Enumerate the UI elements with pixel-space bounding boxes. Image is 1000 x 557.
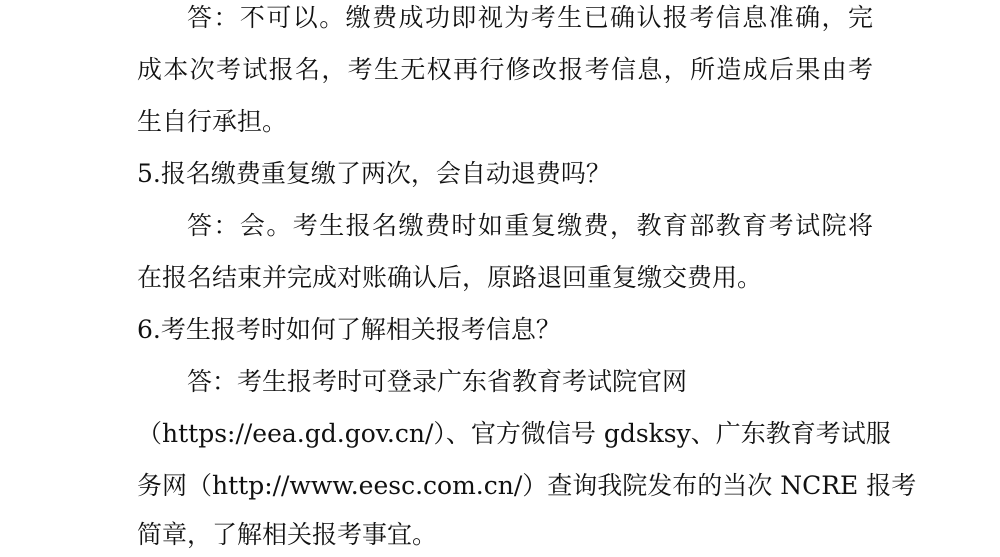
answer-6-text-4: 简章，了解相关报考事宜。 xyxy=(137,520,438,549)
answer-4-line-3 xyxy=(0,102,1000,142)
answer-5-line-2 xyxy=(0,258,1000,298)
answer-5-text-2: 在报名结束并完成对账确认后，原路退回重复缴交费用。 xyxy=(137,263,763,292)
question-6 xyxy=(0,310,1000,350)
answer-6-line-2 xyxy=(0,414,1000,454)
answer-5-line-1 xyxy=(0,206,1000,246)
answer-6-line-3 xyxy=(0,466,1000,506)
answer-4-text-2: 成本次考试报名，考生无权再行修改报考信息，所造成后果由考 xyxy=(137,55,873,84)
question-5-text: 5.报名缴费重复缴了两次，会自动退费吗？ xyxy=(137,159,611,188)
answer-5-text-1: 答：会。考生报名缴费时如重复缴费，教育部教育考试院将 xyxy=(187,211,873,240)
answer-6-line-4 xyxy=(0,515,1000,555)
question-6-text: 6.考生报考时如何了解相关报考信息？ xyxy=(137,315,561,344)
answer-6-line-1 xyxy=(0,362,1000,402)
answer-4-line-1 xyxy=(0,0,1000,38)
answer-6-text-2: （https://eea.gd.gov.cn/）、官方微信号 gdsksy、广东教育考试服 xyxy=(137,419,891,448)
answer-4-text-3: 生自行承担。 xyxy=(137,107,288,136)
question-5 xyxy=(0,154,1000,194)
answer-4-line-2 xyxy=(0,50,1000,90)
answer-6-text-3: 务网（http://www.eesc.com.cn/）查询我院发布的当次 NCRE 报考 xyxy=(137,471,917,500)
answer-4-text-1: 答：不可以。缴费成功即视为考生已确认报考信息准确，完 xyxy=(187,3,873,32)
answer-6-text-1: 答：考生报考时可登录广东省教育考试院官网 xyxy=(187,367,688,396)
